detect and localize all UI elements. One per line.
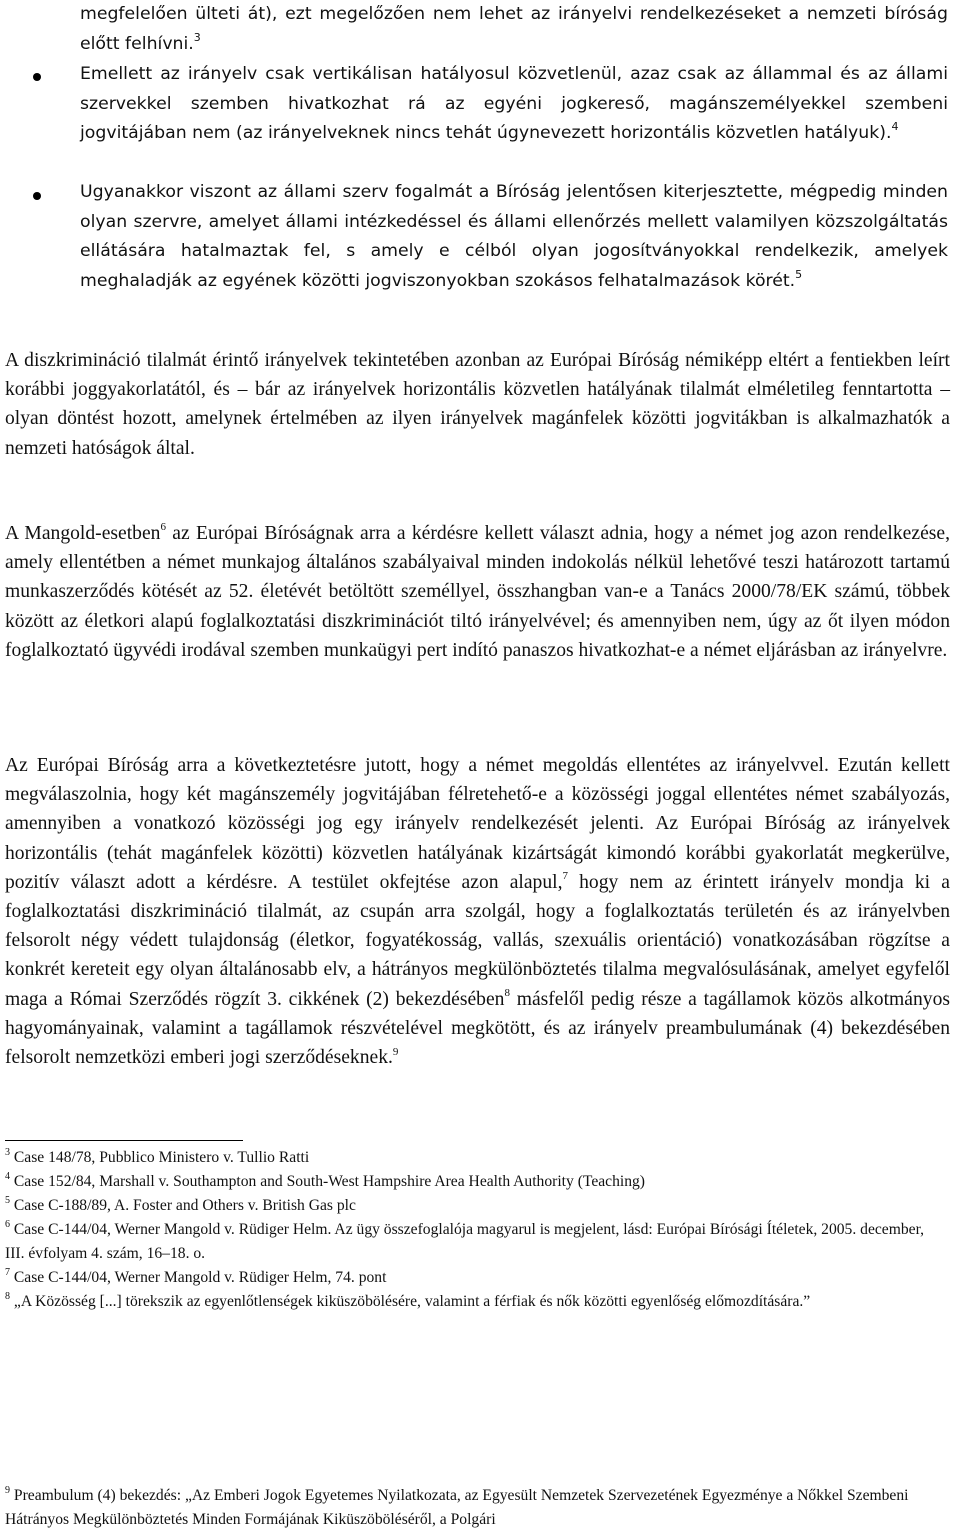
footnote-ref[interactable]: 6	[160, 521, 166, 534]
footnote-6: $^6$ Case C-144/04, Werner Mangold v. Rüdiger Helm. Az ügy összefoglalója magyarul is megjelent, lásd: Európai Bírósági Ítéletek, 2005. december, III. évfolyam 4. szám, 16–18. o.	[5, 1218, 925, 1262]
footnote-4: $^4$ Case 152/84, Marshall v. Southampton and South-West Hampshire Area Health Authority (Teaching)	[5, 1170, 646, 1190]
footnote-ref[interactable]: 5	[795, 267, 803, 281]
bullet-marker	[33, 192, 41, 200]
footnote-ref[interactable]: 8	[504, 987, 510, 1000]
paragraph-mangold-case: A Mangold-esetben$^6$ az Európai Bíróságnak arra a kérdésre kellett választ adnia, hogy a német jog azon rendelkezése, amely ellentétben a német munkajog általános szabályaival minden indokolás nélkül lehetővé teszi határozott tartamú munkaszerződés kötését az 52. életévét betöltött személlyel, összhangban van-e a Tanács 2000/78/EK számú, többek között az életkori alapú foglalkoztatási diszkriminációt tiltó irányelvével; és amennyiben nem, úgy az őt ilyen módon foglalkoztató ügyvédi irodával szemben munkaügyi pert indító panaszos hivatkozhat-e a német eljárásban az irányelvre.	[5, 521, 950, 661]
footnote-9: $^9$ Preambulum (4) bekezdés: „Az Emberi Jogok Egyetemes Nyilatkozata, az Egyesült Nemzetek Szervezetének Egyezménye a Nőkkel Szembeni Hátrányos Megkülönböztetés Minden Formájának Kiküszöböléséről, a Polgári	[5, 1484, 909, 1528]
footnote-8: $^8$ „A Közösség [...] törekszik az egyenlőtlenségek kiküszöbölésére, valamint a férfiak és nők közötti egyenlőség előmozdítására.”	[5, 1290, 811, 1310]
bullet-marker	[33, 73, 41, 81]
bullet-item-vertical-effect: Emellett az irányelv csak vertikálisan hatályosul közvetlenül, azaz csak az állammal és az állami szervekkel szemben hivatkozhat rá az egyéni jogkereső, magánszemélyekkel szembeni jogvitájában nem (az irányelveknek nincs tehát úgynevezett horizontális közvetlen hatályuk).$^4$	[80, 64, 948, 143]
bullet-item-state-body: Ugyanakkor viszont az állami szerv fogalmát a Bíróság jelentősen kiterjesztette, mégpedig minden olyan szervre, amelyet állami intézkedéssel és állami ellenőrzés mellett valamilyen közszolgáltatás ellátására hatalmaztak fel, s amely e célból olyan jogosítványokkal rendelkezik, amelyek meghaladják az egyének közötti jogviszonyokban szokásos felhatalmazások körét.$^5$	[80, 182, 948, 291]
bullet-continuation: megfelelően ülteti át), ezt megelőzően nem lehet az irányelvi rendelkezéseket a nemzeti bíróság előtt felhívni.$^3$	[80, 4, 948, 54]
footnote-ref[interactable]: 4	[891, 120, 899, 134]
paragraph-discrimination: A diszkrimináció tilalmát érintő irányelvek tekintetében azonban az Európai Bíróság némiképp eltért a fentiekben leírt korábbi joggyakorlatától, és – bár az irányelvek horizontális közvetlen hatályának tilalmát elméletileg fenntartotta – olyan döntést hozott, amelynek értelmében az ilyen irányelvek magánfelek közötti jogvitákban is alkalmazhatók a nemzeti hatóságok által.	[5, 350, 950, 459]
footnote-7: $^7$ Case C-144/04, Werner Mangold v. Rüdiger Helm, 74. pont	[5, 1266, 387, 1286]
footnote-ref[interactable]: 3	[193, 30, 201, 44]
footnote-separator	[5, 1140, 243, 1141]
paragraph-court-conclusion: Az Európai Bíróság arra a következtetésre jutott, hogy a német megoldás ellentétes az irányelvvel. Ezután kellett megválaszolnia, hogy két magánszemély jogvitájában félretehető-e a közösségi joggal ellentétes német szabályozás, amennyiben a vonatkozó közösségi jog egy irányelv rendelkezését jelenti. Az Európai Bíróság az irányelvek horizontális (tehát magánfelek közötti) közvetlen hatályának kizártságát kimondó korábbi gyakorlatát megkerülve, pozitív választ adott a kérdésre. A testület okfejtése azon alapul,$^7$ hogy nem az érintett irányelv mondja ki a foglalkoztatási diszkrimináció tilalmát, az csupán arra szolgál, hogy a foglalkoztatás területén és az irányelvben felsorolt négy védett tulajdonság (életkor, fogyatékosság, vallás, szexuális orientáció) vonatkozásában rögzítse a konkrét kereteit egy olyan általánosabb elv, a hátrányos megkülönböztetés tilalma megvalósulásának, amelyet egyfelől maga a Római Szerződés rögzít 3. cikkének (2) bekezdésében$^8$ másfelől pedig része a tagállamok közös alkotmányos hagyományainak, valamint a tagállamok részvételével megkötött, és az irányelv preambulumának (4) bekezdésében felsorolt nemzetközi emberi jogi szerződéseknek.$^9$	[5, 755, 950, 1069]
footnote-3: $^3$ Case 148/78, Pubblico Ministero v. Tullio Ratti	[5, 1146, 310, 1166]
footnote-ref[interactable]: 7	[562, 870, 568, 883]
footnote-ref[interactable]: 9	[392, 1045, 399, 1058]
footnote-5: $^5$ Case C-188/89, A. Foster and Others v. British Gas plc	[5, 1194, 356, 1214]
